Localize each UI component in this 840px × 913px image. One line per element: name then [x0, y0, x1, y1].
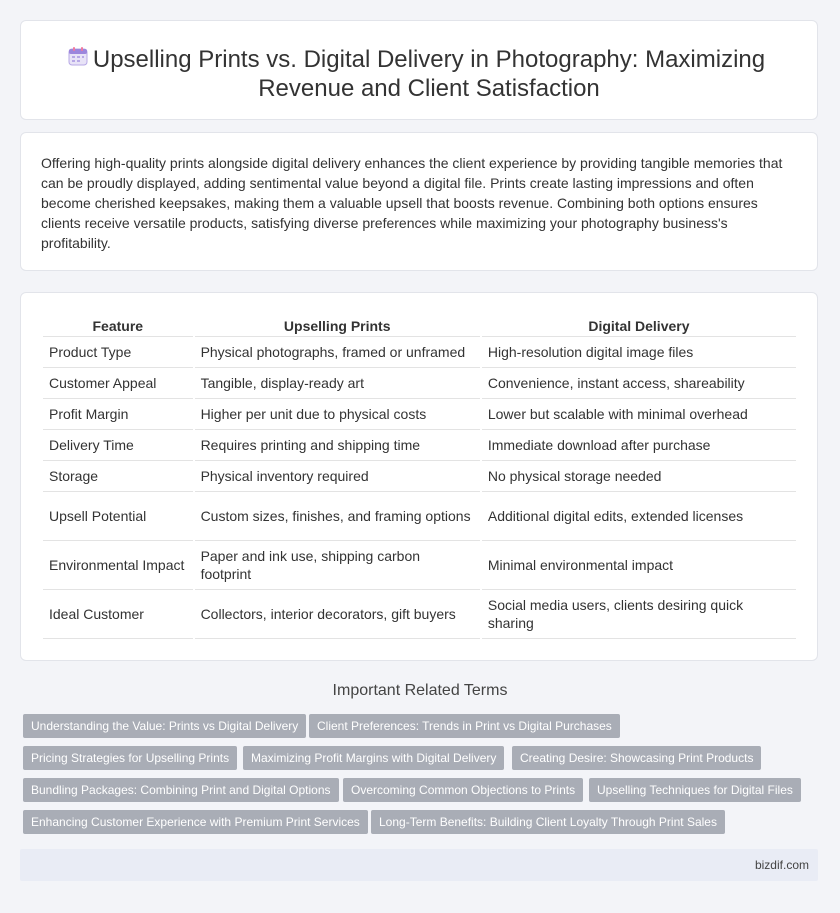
prints-cell: Physical inventory required	[195, 461, 480, 492]
feature-cell: Ideal Customer	[43, 590, 193, 639]
site-name[interactable]: bizdif.com	[754, 858, 809, 872]
related-term-tag[interactable]: Client Preferences: Trends in Print vs Digital Purchases	[309, 714, 620, 738]
feature-cell: Product Type	[43, 337, 193, 368]
table-row	[43, 368, 796, 399]
related-term-tag[interactable]: Pricing Strategies for Upselling Prints	[23, 746, 237, 770]
prints-cell: Physical photographs, framed or unframed	[195, 337, 480, 368]
header-digital-delivery: Digital Delivery	[482, 315, 796, 337]
prints-cell: Paper and ink use, shipping carbon footprint	[195, 541, 480, 590]
prints-cell: Higher per unit due to physical costs	[195, 399, 480, 430]
footer	[20, 849, 818, 881]
digital-cell: High-resolution digital image files	[482, 337, 796, 368]
header-feature: Feature	[43, 315, 193, 337]
comparison-card	[20, 292, 818, 661]
feature-cell: Storage	[43, 461, 193, 492]
comparison-table	[41, 315, 798, 639]
digital-cell: No physical storage needed	[482, 461, 796, 492]
table-row	[43, 492, 796, 541]
intro-card	[20, 132, 818, 271]
table-row	[43, 541, 796, 590]
related-terms-title: Important Related Terms	[332, 682, 508, 699]
digital-cell: Additional digital edits, extended licenses	[482, 492, 796, 541]
table-row	[43, 590, 796, 639]
related-term-tag[interactable]: Overcoming Common Objections to Prints	[343, 778, 583, 802]
page-title: Upselling Prints vs. Digital Delivery in Photography: Maximizing Revenue and Client Satisfaction	[92, 46, 766, 102]
related-term-tag[interactable]: Bundling Packages: Combining Print and Digital Options	[23, 778, 339, 802]
table-header-row	[43, 315, 796, 337]
intro-paragraph: Offering high-quality prints alongside digital delivery enhances the client experience by providing tangible memories that can be proudly displayed, adding sentimental value beyond a digital file. Prints create lasting impressions and often become cherished keepsakes, making them a valuable upsell that boosts revenue. Combining both options ensures clients receive versatile products, satisfying diverse preferences while maximizing your photography business's profitability.	[41, 155, 783, 251]
feature-cell: Customer Appeal	[43, 368, 193, 399]
header-upselling-prints: Upselling Prints	[195, 315, 480, 337]
table-row	[43, 337, 796, 368]
prints-cell: Custom sizes, finishes, and framing options	[195, 492, 480, 541]
feature-cell: Delivery Time	[43, 430, 193, 461]
feature-cell: Environmental Impact	[43, 541, 193, 590]
digital-cell: Minimal environmental impact	[482, 541, 796, 590]
prints-cell: Tangible, display-ready art	[195, 368, 480, 399]
digital-cell: Lower but scalable with minimal overhead	[482, 399, 796, 430]
related-term-tag[interactable]: Long-Term Benefits: Building Client Loyalty Through Print Sales	[371, 810, 725, 834]
prints-cell: Collectors, interior decorators, gift buyers	[195, 590, 480, 639]
feature-cell: Upsell Potential	[43, 492, 193, 541]
related-term-tag[interactable]: Maximizing Profit Margins with Digital Delivery	[243, 746, 504, 770]
related-term-tag[interactable]: Creating Desire: Showcasing Print Products	[512, 746, 761, 770]
table-row	[43, 461, 796, 492]
digital-cell: Social media users, clients desiring quick sharing	[482, 590, 796, 639]
header-card	[20, 20, 818, 120]
digital-cell: Convenience, instant access, shareability	[482, 368, 796, 399]
related-term-tag[interactable]: Understanding the Value: Prints vs Digital Delivery	[23, 714, 306, 738]
feature-cell: Profit Margin	[43, 399, 193, 430]
related-term-tag[interactable]: Enhancing Customer Experience with Premium Print Services	[23, 810, 368, 834]
related-term-tag[interactable]: Upselling Techniques for Digital Files	[589, 778, 801, 802]
prints-cell: Requires printing and shipping time	[195, 430, 480, 461]
table-row	[43, 430, 796, 461]
table-row	[43, 399, 796, 430]
digital-cell: Immediate download after purchase	[482, 430, 796, 461]
